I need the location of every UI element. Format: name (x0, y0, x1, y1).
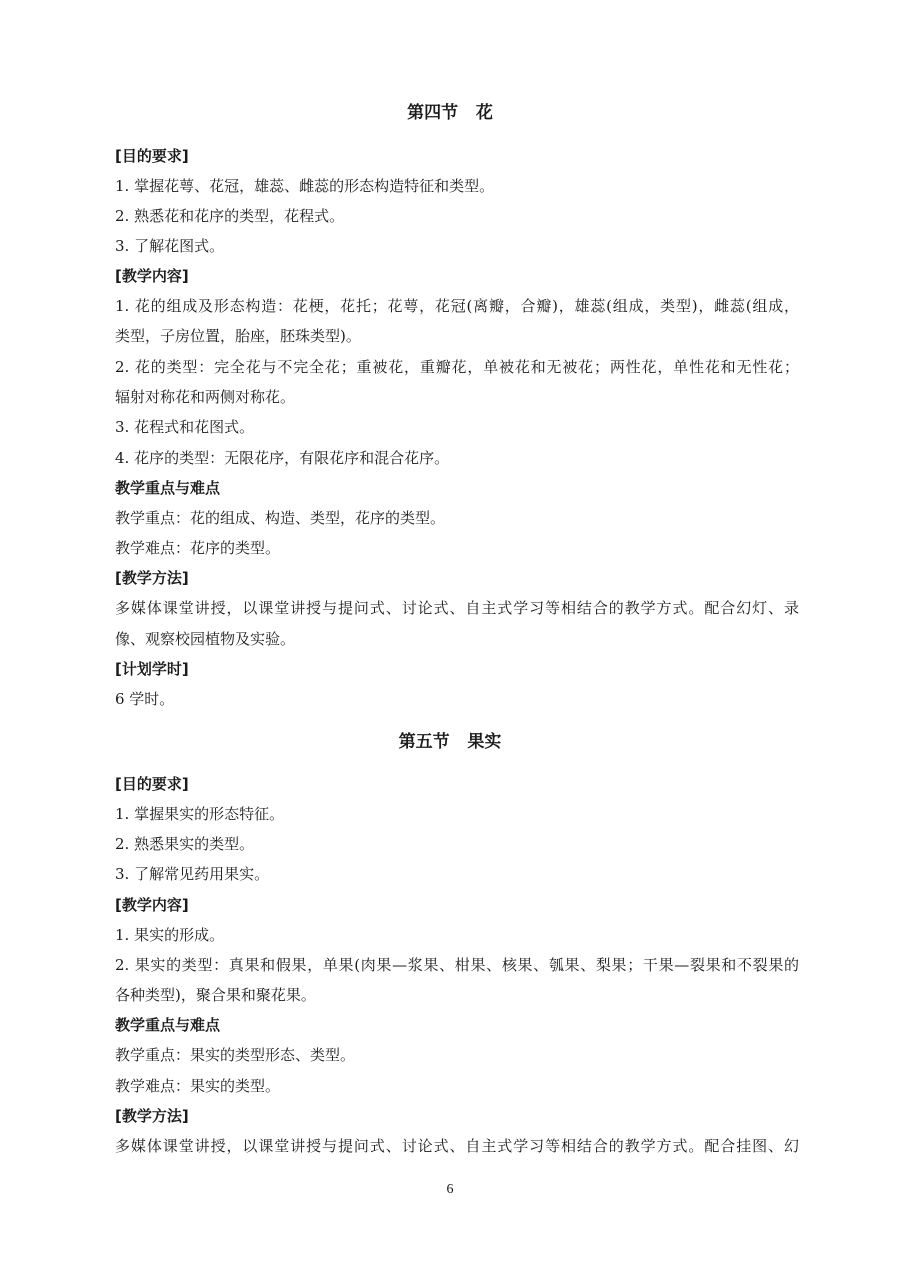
section-5-title: 第五节 果实 (398, 732, 502, 752)
s4-objectives-heading: [目的要求] (115, 147, 189, 165)
s4-content-item-4: 4. 花序的类型：无限花序，有限花序和混合花序。 (115, 449, 450, 467)
page-number: 6 (446, 1182, 454, 1197)
s4-content-item-2-line-1: 2. 花的类型：完全花与不完全花；重被花，重瓣花，单被花和无被花；两性花，单性花和无性花； (115, 358, 799, 376)
s5-teaching-difficulty: 教学难点：果实的类型。 (115, 1077, 281, 1095)
s4-objective-1: 1. 掌握花萼、花冠，雄蕊、雌蕊的形态构造特征和类型。 (115, 177, 495, 195)
s4-objective-2: 2. 熟悉花和花序的类型，花程式。 (115, 207, 345, 225)
s4-objective-3: 3. 了解花图式。 (115, 237, 225, 255)
s5-objective-3: 3. 了解常见药用果实。 (115, 865, 270, 883)
s4-content-item-1-line-1: 1. 花的组成及形态构造：花梗，花托；花萼，花冠(离瓣，合瓣)，雄蕊(组成，类型)，雌蕊(组成， (115, 297, 799, 315)
s5-content-item-2-line-2: 各种类型)，聚合果和聚花果。 (115, 986, 316, 1004)
s4-methods-line-1: 多媒体课堂讲授，以课堂讲授与提问式、讨论式、自主式学习等相结合的教学方式。配合幻灯、录 (115, 599, 799, 617)
s4-teaching-focus: 教学重点：花的组成、构造、类型，花序的类型。 (115, 509, 446, 527)
s4-hours-heading: [计划学时] (115, 660, 189, 678)
s4-methods-line-2: 像、观察校园植物及实验。 (115, 630, 296, 648)
s5-methods-line-1: 多媒体课堂讲授，以课堂讲授与提问式、讨论式、自主式学习等相结合的教学方式。配合挂图、幻 (115, 1137, 799, 1155)
s5-objective-1: 1. 掌握果实的形态特征。 (115, 805, 285, 823)
s5-objectives-heading: [目的要求] (115, 775, 189, 793)
s4-teaching-difficulty: 教学难点：花序的类型。 (115, 539, 281, 557)
s5-keypoints-heading: 教学重点与难点 (115, 1016, 221, 1034)
s5-teaching-focus: 教学重点：果实的类型形态、类型。 (115, 1046, 356, 1064)
s4-content-item-1-line-2: 类型，子房位置，胎座，胚珠类型)。 (115, 327, 361, 345)
s5-content-item-1: 1. 果实的形成。 (115, 926, 225, 944)
section-4-title: 第四节 花 (407, 103, 493, 123)
s4-hours-value: 6 学时。 (115, 690, 175, 708)
s4-content-heading: [教学内容] (115, 267, 189, 285)
s5-methods-heading: [教学方法] (115, 1107, 189, 1125)
s5-objective-2: 2. 熟悉果实的类型。 (115, 835, 255, 853)
s4-keypoints-heading: 教学重点与难点 (115, 479, 221, 497)
s4-content-item-2-line-2: 辐射对称花和两侧对称花。 (115, 388, 296, 406)
s4-methods-heading: [教学方法] (115, 569, 189, 587)
s5-content-item-2-line-1: 2. 果实的类型：真果和假果，单果(肉果—浆果、柑果、核果、瓠果、梨果；干果—裂果和不裂果的 (115, 956, 799, 974)
s5-content-heading: [教学内容] (115, 896, 189, 914)
s4-content-item-3: 3. 花程式和花图式。 (115, 418, 255, 436)
